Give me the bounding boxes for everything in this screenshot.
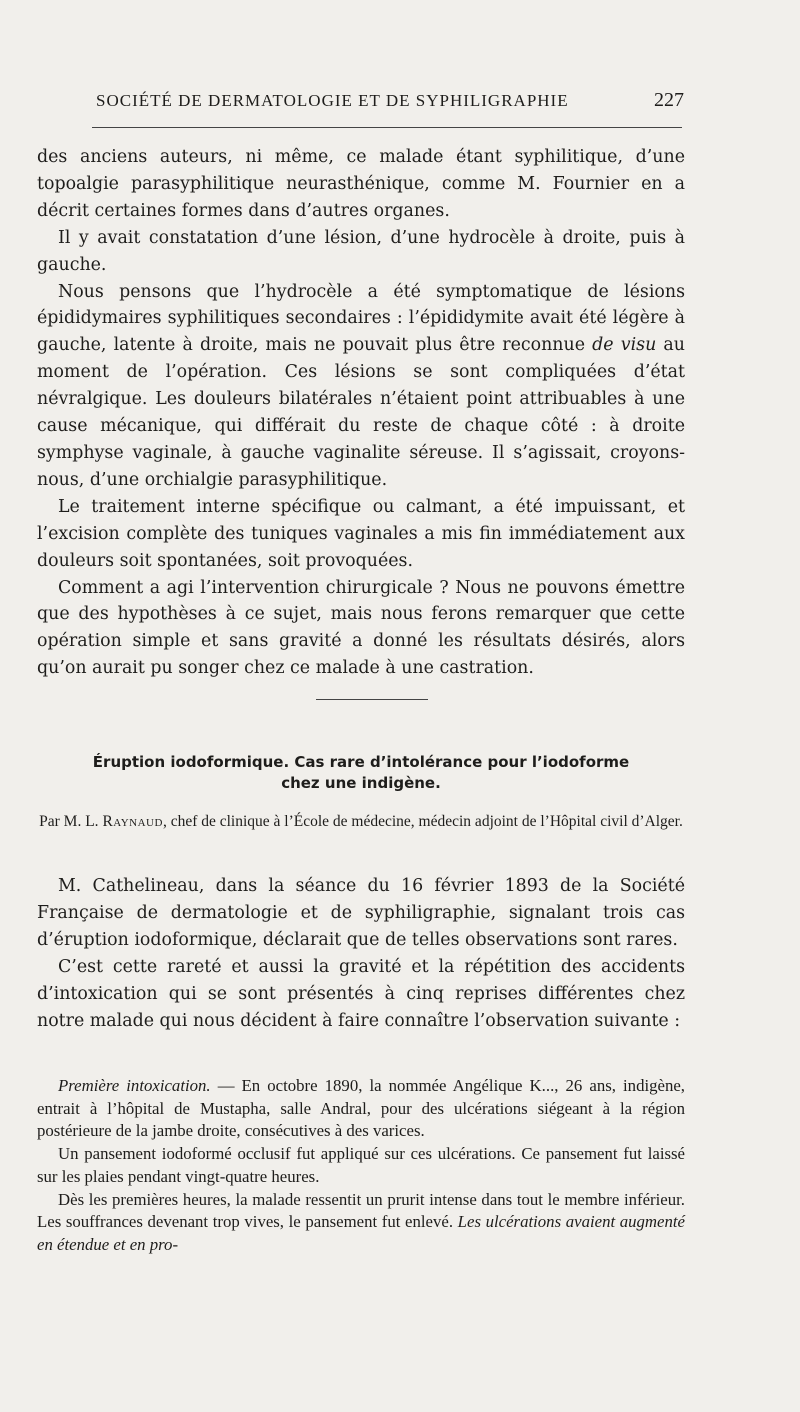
author-name: Raynaud (102, 813, 163, 830)
byline-suffix: , chef de clinique à l’École de médecine, médecin adjoint de l’Hôpital civil d’Alger. (162, 813, 683, 830)
text-span: — En octobre 1890, la nommée Angélique K..., 26 ans, indigène, entrait à l’hôpital de Mustapha, salle Andral, pour des ulcérations siégeant à la région postérieure de la jambe droite, consécutives à des varices. (37, 1076, 685, 1141)
article-byline (37, 811, 685, 832)
italic-phrase: Les ulcérations avaient augmenté en étendue et en pro- (37, 1212, 685, 1254)
header-rule (92, 127, 682, 128)
paragraph: Il y avait constatation d’une lésion, d’une hydrocèle à droite, puis à gauche. (37, 227, 685, 275)
page-number: 227 (654, 89, 684, 111)
paragraph: Le traitement interne spécifique ou calmant, a été impuissant, et l’excision complète des tuniques vaginales a mis fin immédiatement aux douleurs soit spontanées, soit provoquées. (37, 496, 685, 571)
text-span: au moment de l’opération. Ces lésions se sont compliquées d’état névralgique. Les douleurs bilatérales n’étaient point attribuables à une cause mécanique, qui différait du reste de chaque côté : à droite symphyse vaginale, à gauche vaginalite séreuse. Il s’agissait, croyons-nous, d’une orchialgie parasyphilitique. (37, 335, 685, 490)
running-header (96, 89, 684, 112)
paragraph (37, 1189, 685, 1257)
observation-text (37, 1075, 685, 1257)
paragraph: des anciens auteurs, ni même, ce malade étant syphilitique, d’une topoalgie parasyphilitique neurasthénique, comme M. Fournier en a décrit certaines formes dans d’autres organes. (37, 147, 685, 221)
paragraph: M. Cathelineau, dans la séance du 16 février 1893 de la Société Française de dermatologie et de syphiligraphie, signalant trois cas d’éruption iodoformique, déclarait que de telles observations sont rares. (37, 876, 685, 951)
italic-phrase: de visu (592, 335, 657, 356)
byline-prefix: Par M. L. (39, 813, 103, 830)
text-span: Nous pensons que l’hydrocèle a été symptomatique de lésions épididymaires syphilitiques secondaires : l’épididymite avait été légère à gauche, latente à droite, mais ne pouvait plus être reconnue (37, 281, 685, 356)
title-line: chez une indigène. (281, 774, 441, 792)
paragraph: C’est cette rareté et aussi la gravité et la répétition des accidents d’intoxication qui se sont présentés à cinq reprises différentes chez notre malade qui nous décident à faire connaître l’observation suivante : (37, 957, 685, 1032)
paragraph (37, 1075, 685, 1143)
section-divider (316, 699, 428, 700)
running-title: SOCIÉTÉ DE DERMATOLOGIE ET DE SYPHILIGRAPHIE (96, 91, 569, 110)
introduction-text (37, 873, 685, 1036)
paragraph (37, 279, 685, 494)
previous-article-text (37, 144, 685, 682)
article-title (37, 752, 685, 794)
italic-heading: Première intoxication. (58, 1076, 211, 1095)
paragraph: Un pansement iodoformé occlusif fut appliqué sur ces ulcérations. Ce pansement fut laissé sur les plaies pendant vingt-quatre heures. (37, 1144, 685, 1186)
title-line: Éruption iodoformique. Cas rare d’intolérance pour l’iodoforme (92, 753, 630, 771)
text-span: Dès les premières heures, la malade ressentit un prurit intense dans tout le membre inférieur. Les souffrances devenant trop vives, le pansement fut enlevé. (37, 1189, 685, 1232)
paragraph: Comment a agi l’intervention chirurgicale ? Nous ne pouvons émettre que des hypothèses à ce sujet, mais nous ferons remarquer que cette opération simple et sans gravité a donné les résultats désirés, alors qu’on aurait pu songer chez ce malade à une castration. (37, 577, 685, 679)
